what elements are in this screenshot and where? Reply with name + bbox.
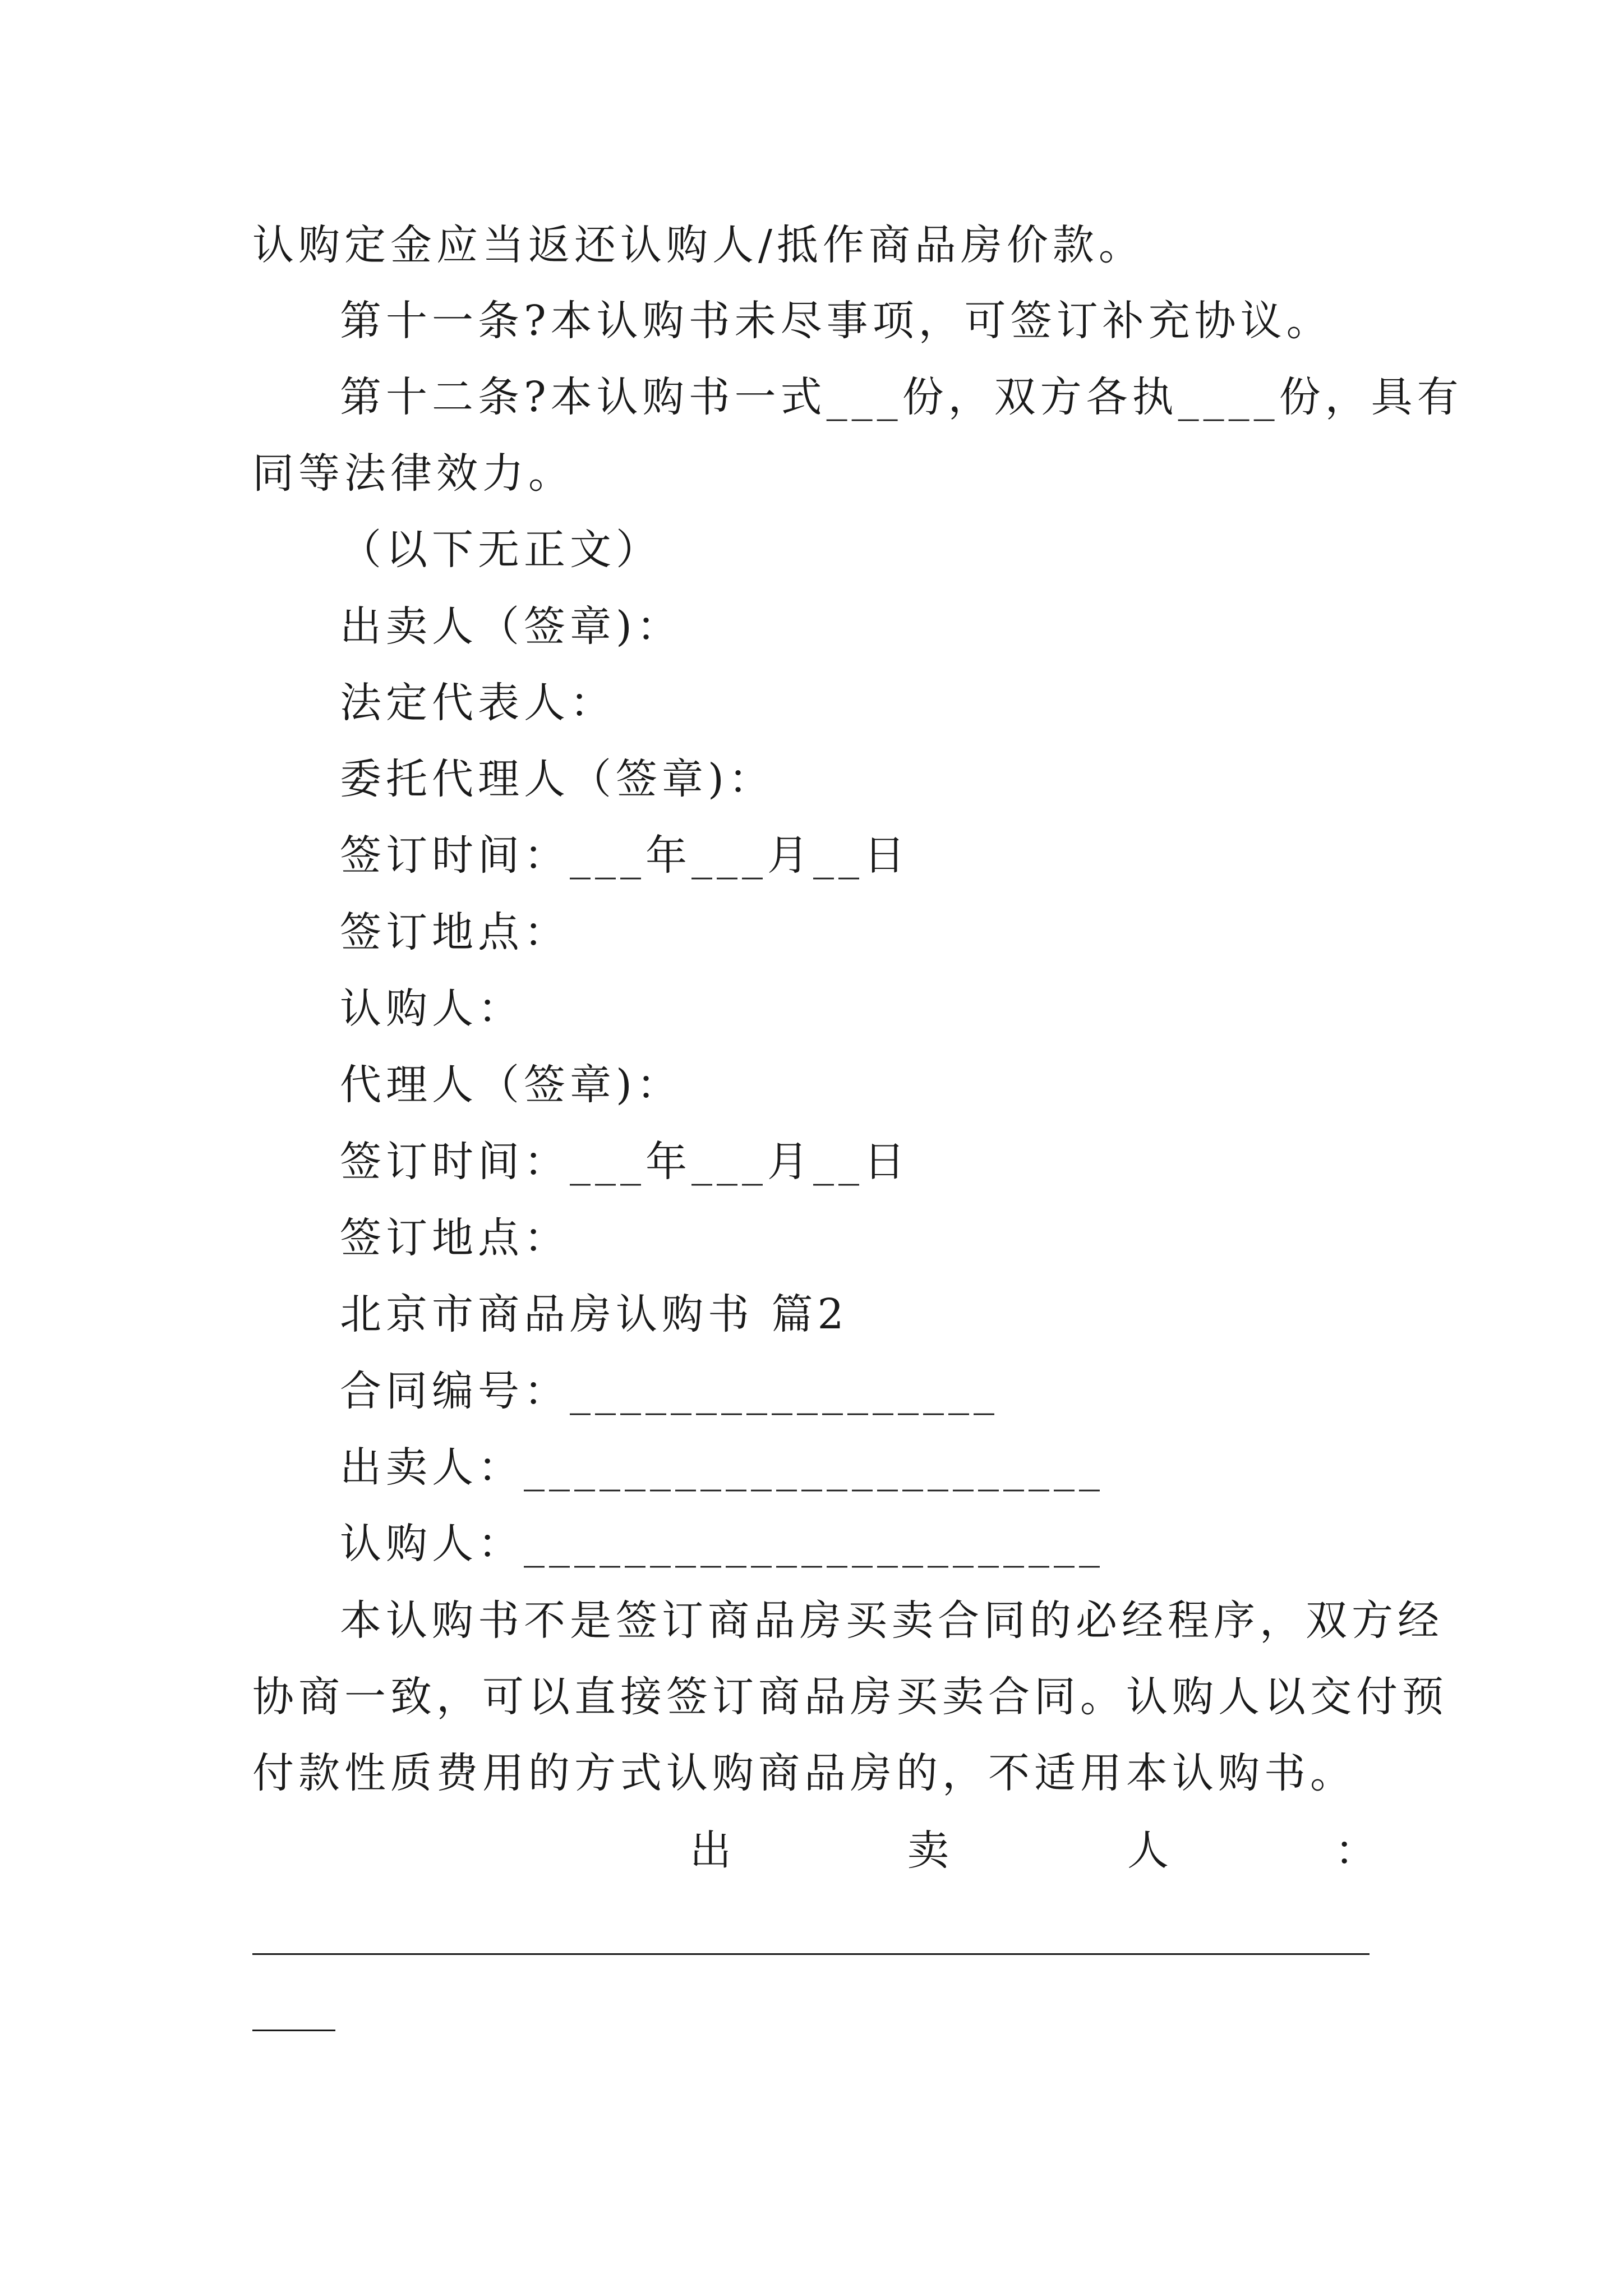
text-line: 第十一条?本认购书未尽事项，可签订补充协议。	[340, 297, 1332, 345]
text-line: 本认购书不是签订商品房买卖合同的必经程序，双方经	[340, 1596, 1444, 1645]
buyer-line: 认购人：_______________________	[340, 1520, 1104, 1568]
text-line: 同等法律效力。	[252, 449, 574, 498]
text-line: 签订时间：___年___月__日	[340, 831, 910, 880]
text-line: 协商一致，可以直接签订商品房买卖合同。认购人以交付预	[252, 1673, 1448, 1721]
text-line: 委托代理人（签章)：	[340, 755, 774, 803]
text-line: 签订时间：___年___月__日	[340, 1138, 910, 1186]
seller-label-char: 出	[690, 1826, 731, 1875]
text-line: （以下无正文）	[340, 526, 662, 574]
text-line: 认购定金应当返还认购人/抵作商品房价款。	[252, 221, 1145, 269]
text-line: 代理人（签章)：	[340, 1061, 683, 1109]
text-line: 出卖人（签章)：	[340, 602, 683, 651]
text-line: 签订地点：	[340, 1214, 570, 1262]
text-line: 法定代表人：	[340, 679, 616, 727]
contract-number-line: 合同编号：_________________	[340, 1367, 999, 1415]
signature-underline-short	[252, 2030, 335, 2031]
text-line: 第十二条?本认购书一式___份，双方各执____份，具有	[340, 373, 1463, 421]
section-heading: 北京市商品房认购书 篇2	[340, 1290, 849, 1338]
seller-label-char: ：	[1335, 1826, 1376, 1875]
text-line: 签订地点：	[340, 908, 570, 956]
text-line: 认购人：	[340, 984, 524, 1033]
seller-label-char: 卖	[907, 1826, 949, 1875]
signature-underline	[252, 1953, 1370, 1955]
seller-label-char: 人	[1127, 1826, 1169, 1875]
text-line: 付款性质费用的方式认购商品房的，不适用本认购书。	[252, 1749, 1356, 1797]
seller-line: 出卖人：_______________________	[340, 1443, 1104, 1492]
